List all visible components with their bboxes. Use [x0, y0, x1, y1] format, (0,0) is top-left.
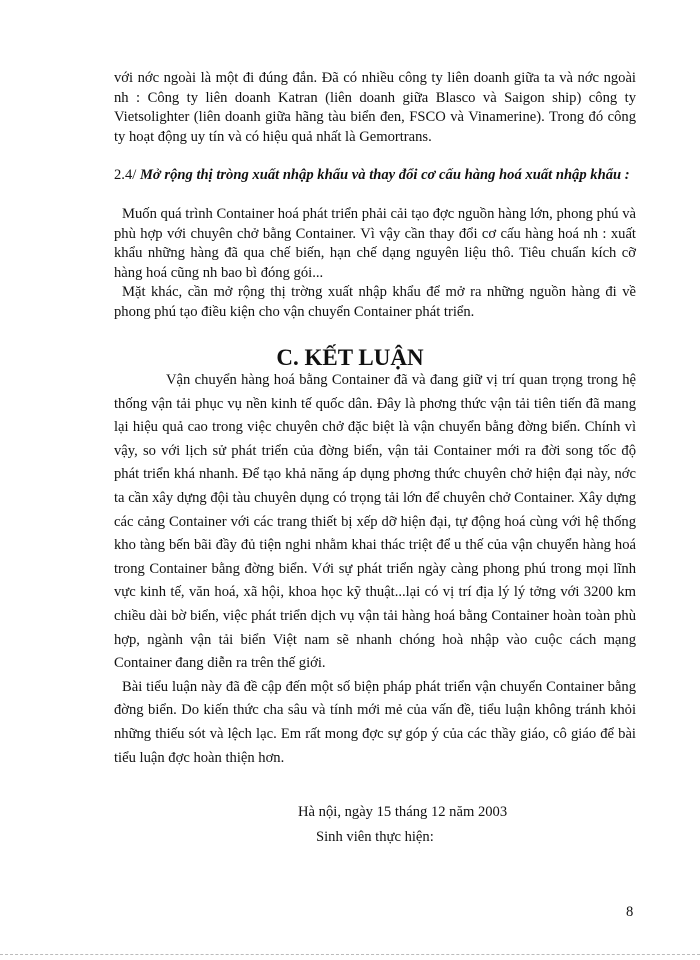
intro-paragraph: [114, 69, 636, 147]
conclusion-title: C. KẾT LUẬN: [276, 345, 424, 370]
section-paragraph: Mặt khác, cần mở rộng thị trờng xuất nhập khẩu để mở ra những nguồn hàng đi về phong phú tạo điều kiện cho vận chuyển Container phát triển.: [114, 284, 636, 320]
conclusion-paragraph: Vận chuyển hàng hoá bằng Container đã và đang giữ vị trí quan trọng trong hệ thống vận tải phục vụ nền kinh tế quốc dân. Đây là phơng thức vận tải tiên tiến đã mang lại hiệu quả cao trong việc chuyên chở đặc biệt là vận chuyển bằng đờng biển. Chính vì vậy, so với lịch sử phát triển của đờng biển, vận tải Container mới ra đời song tốc độ phát triển khá nhanh. Để tạo khả năng áp dụng phơng thức chuyên chở hiện đại này, nớc ta cần xây dựng đội tàu chuyên dụng có trọng tải lớn để chuyên chở Container. Xây dựng các cảng Container với các trang thiết bị xếp dỡ hiện đại, tự động hoá cùng với hệ thống kho tàng bến bãi đầy đủ tiện nghi nhằm khai thác triệt để u thế của vận chuyển hàng hoá trong Container bằng đờng biển. Với sự phát triển ngày càng phong phú trong mọi lĩnh vực kinh tế, văn hoá, xã hội, khoa học kỹ thuật...lại có vị trí địa lý lý tởng với 3200 km chiều dài bờ biển, việc phát triển dịch vụ vận tải hàng hoá bằng Container hoàn toàn phù hợp, ngành vận tải biển Việt nam sẽ nhanh chóng hoà nhập vào cuộc cách mạng Container đang diễn ra trên thế giới.: [114, 372, 636, 672]
section-body: [114, 205, 636, 322]
intro-paragraph-text: với nớc ngoài là một đi đúng đắn. Đã có nhiều công ty liên doanh giữa ta và nớc ngoài nh : Công ty liên doanh Katran (liên doanh giữa Blasco và Saigon ship) công ty Vietsolighter (liên doanh giữa hãng tàu biển đen, FSCO và Vinamerine). Trong đó công ty hoạt động uy tín và có hiệu quả nhất là Gemortrans.: [114, 70, 636, 145]
section-title: Mở rộng thị tròng xuất nhập khẩu và thay đổi cơ cấu hàng hoá xuất nhập khẩu :: [136, 167, 630, 183]
section-heading: [114, 166, 636, 186]
signer-line: Sinh viên thực hiện:: [316, 829, 434, 845]
conclusion-paragraph: Bài tiểu luận này đã đề cập đến một số biện pháp phát triển vận chuyển Container bằng đờng biển. Do kiến thức cha sâu và tính mới mẻ của vấn đề, tiểu luận không tránh khỏi những thiếu sót và lệch lạc. Em rất mong đợc sự góp ý của các thầy giáo, cô giáo để bài tiểu luận đợc hoàn thiện hơn.: [114, 678, 636, 766]
section-paragraph: Muốn quá trình Container hoá phát triển phải cải tạo đợc nguồn hàng lớn, phong phú và phù hợp với chuyên chở bằng Container. Vì vậy cần thay đổi cơ cấu hàng hoá nh : xuất khẩu những hàng đã qua chế biến, hạn chế dạng nguyên liệu thô. Tiêu chuẩn kích cỡ hàng hoá cũng nh bao bì đóng gói...: [114, 206, 636, 281]
conclusion-body: [114, 369, 636, 770]
page-number: 8: [626, 904, 634, 920]
section-number: 2.4/: [114, 167, 137, 183]
date-line: Hà nội, ngày 15 tháng 12 năm 2003: [298, 804, 508, 820]
footer-divider: [0, 954, 700, 955]
